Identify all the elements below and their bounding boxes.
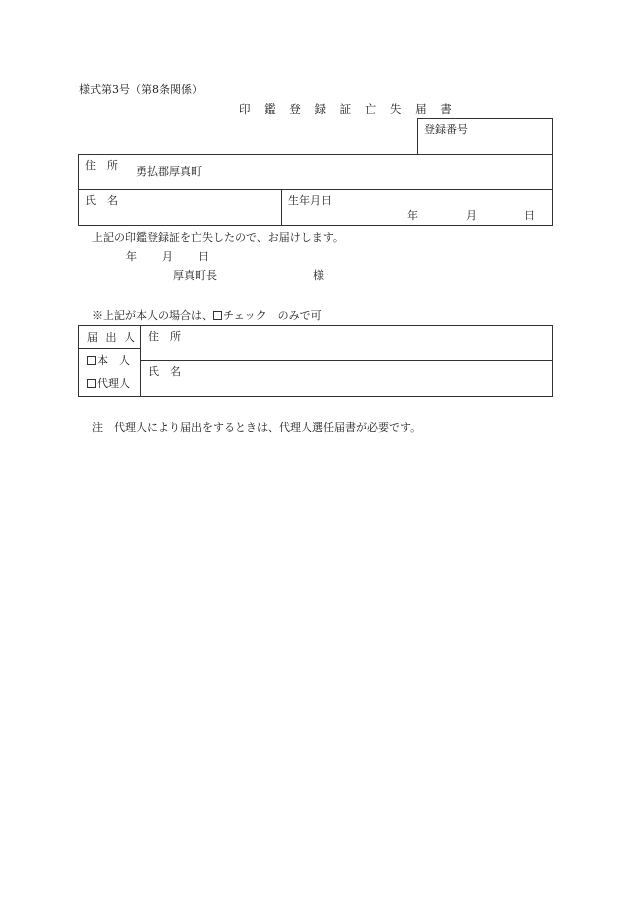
page-title: 印 鑑 登 録 証 亡 失 届 書 bbox=[239, 102, 457, 116]
birthdate-month-label: 月 bbox=[466, 209, 477, 222]
applicant-name-value[interactable] bbox=[200, 366, 540, 380]
birthdate-label: 生年月日 bbox=[288, 194, 332, 207]
table-column-divider bbox=[281, 189, 282, 226]
checkbox-note-prefix: ※上記が本人の場合は、 bbox=[92, 309, 213, 322]
applicant-column-divider bbox=[140, 325, 141, 397]
option-agent-label: 代理人 bbox=[97, 377, 130, 390]
option-self[interactable] bbox=[87, 355, 130, 366]
birthdate-year-label: 年 bbox=[407, 209, 418, 222]
name-value[interactable] bbox=[130, 205, 270, 219]
applicant-row-divider bbox=[140, 360, 553, 361]
registration-number-label: 登録番号 bbox=[424, 123, 468, 136]
checkbox-agent[interactable] bbox=[87, 379, 96, 388]
address-value[interactable]: 勇払郡厚真町 bbox=[136, 165, 202, 178]
address-label: 住 所 bbox=[85, 159, 118, 172]
form-number: 様式第3号（第8条関係） bbox=[79, 83, 203, 96]
footnote: 注 代理人により届出をするときは、代理人選任届書が必要です。 bbox=[92, 421, 422, 434]
date-month-label: 月 bbox=[162, 250, 173, 263]
checkbox-note-text: チェック のみで可 bbox=[223, 309, 322, 322]
recipient-name: 厚真町長 bbox=[173, 269, 217, 282]
birthdate-day-label: 日 bbox=[524, 209, 535, 222]
checkbox-note bbox=[92, 310, 322, 321]
table-row-divider bbox=[78, 189, 553, 190]
checkbox-sample-icon bbox=[213, 311, 222, 320]
applicant-address-label: 住 所 bbox=[148, 330, 181, 343]
name-label: 氏 名 bbox=[85, 194, 118, 207]
applicant-heading: 届 出 人 bbox=[87, 331, 137, 344]
recipient-honorific: 様 bbox=[313, 269, 324, 282]
option-agent[interactable] bbox=[87, 378, 130, 389]
date-day-label: 日 bbox=[198, 250, 209, 263]
option-self-label: 本 人 bbox=[97, 354, 130, 367]
declaration-text: 上記の印鑑登録証を亡失したので、お届けします。 bbox=[92, 231, 344, 244]
checkbox-self[interactable] bbox=[87, 356, 96, 365]
applicant-heading-divider bbox=[78, 348, 141, 349]
applicant-name-label: 氏 名 bbox=[148, 365, 181, 378]
date-year-label: 年 bbox=[126, 250, 137, 263]
registration-number-value[interactable] bbox=[424, 140, 544, 152]
applicant-address-value[interactable] bbox=[200, 331, 540, 345]
